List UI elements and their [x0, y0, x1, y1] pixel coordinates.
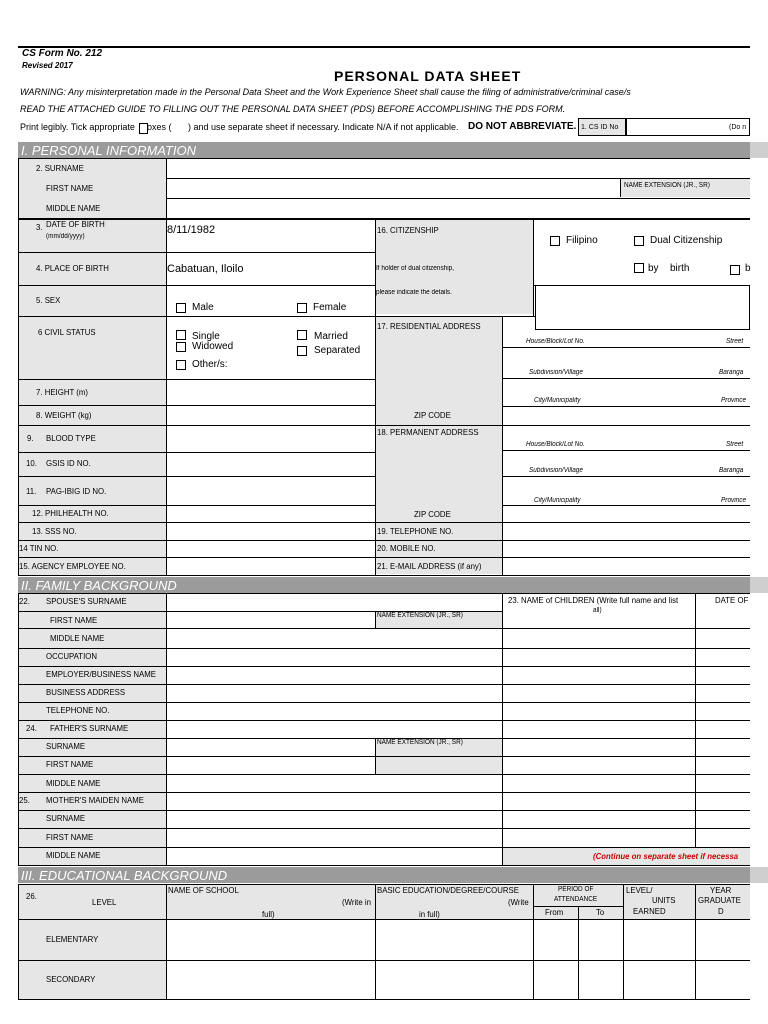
- dual-citizenship-label: Dual Citizenship: [650, 235, 723, 246]
- mother-surname-label: SURNAME: [46, 813, 86, 823]
- civil-other-label: Other/s:: [192, 359, 228, 370]
- civil-single-checkbox[interactable]: [176, 330, 186, 340]
- print-instruction-b: oxes (: [147, 122, 172, 132]
- agency-label: 15. AGENCY EMPLOYEE NO.: [19, 561, 126, 571]
- residential-address-label: 17. RESIDENTIAL ADDRESS: [377, 321, 481, 331]
- do-not-abbreviate: DO NOT ABBREVIATE.: [468, 121, 577, 132]
- children-label: 23. NAME of CHILDREN (Write full name and list: [508, 595, 679, 605]
- sex-male-label: Male: [192, 302, 214, 313]
- from-heading: From: [545, 907, 564, 917]
- height-label: 7. HEIGHT (m): [36, 387, 88, 397]
- school-write-in: (Write in: [342, 897, 371, 907]
- sex-female-label: Female: [313, 302, 347, 313]
- spouse-middle-name-label: MIDDLE NAME: [50, 633, 105, 643]
- res-street-label: Street: [726, 338, 744, 345]
- section-personal-information: [18, 142, 768, 158]
- res-province-label: Province: [721, 397, 747, 404]
- citizenship-label: 16. CITIZENSHIP: [377, 225, 439, 235]
- civil-widowed-label: Widowed: [192, 341, 234, 352]
- by-label: by: [648, 263, 659, 274]
- spouse-name-ext-label: NAME EXTENSION (JR., SR): [377, 612, 463, 619]
- gsis-num: 10.: [26, 458, 37, 468]
- mother-first-name-label: FIRST NAME: [46, 832, 94, 842]
- mobile-label: 20. MOBILE NO.: [377, 543, 436, 553]
- b-truncated-label: b: [745, 263, 751, 274]
- course-heading: BASIC EDUCATION/DEGREE/COURSE: [377, 885, 519, 895]
- school-heading: NAME OF SCHOOL: [168, 885, 239, 895]
- by-birth-checkbox[interactable]: [634, 263, 644, 273]
- print-instruction-a: Print legibly. Tick appropriate: [20, 122, 135, 132]
- sss-label: 13. SSS NO.: [32, 526, 77, 536]
- name-extension-label: NAME EXTENSION (JR., SR): [624, 182, 710, 189]
- course-in-full: in full): [419, 909, 440, 919]
- attendance-heading: ATTENDANCE: [554, 896, 598, 903]
- section-title-personal: I. PERSONAL INFORMATION: [21, 143, 197, 158]
- year-heading: YEAR: [710, 885, 732, 895]
- pob-label: 4. PLACE OF BIRTH: [36, 263, 109, 273]
- dual-note-2: please indicate the details.: [376, 289, 452, 296]
- dob-num: 3.: [36, 222, 43, 232]
- section-family-background: [18, 577, 768, 593]
- perm-house-label: House/Block/Lot No.: [526, 441, 585, 448]
- cs-id-label: 1. CS ID No: [581, 124, 619, 131]
- blood-num: 9.: [27, 433, 34, 443]
- perm-street-label: Street: [726, 441, 744, 448]
- spouse-first-name-label: FIRST NAME: [50, 615, 98, 625]
- employer-label: EMPLOYER/BUSINESS NAME: [46, 669, 156, 679]
- education-num: 26.: [26, 891, 37, 901]
- spouse-surname-label: SPOUSE'S SURNAME: [46, 596, 127, 606]
- occupation-label: OCCUPATION: [46, 651, 97, 661]
- school-full: full): [262, 909, 275, 919]
- dual-citizenship-checkbox[interactable]: [634, 236, 644, 246]
- perm-subdivision-label: Subdivision/Village: [529, 467, 583, 474]
- telephone-label: 19. TELEPHONE NO.: [377, 526, 454, 536]
- civil-widowed-checkbox[interactable]: [176, 342, 186, 352]
- by-naturalization-checkbox[interactable]: [730, 265, 740, 275]
- blood-type-label: BLOOD TYPE: [46, 433, 96, 443]
- permanent-address-label: 18. PERMANENT ADDRESS: [377, 427, 479, 437]
- pagibig-num: 11.: [26, 486, 37, 496]
- dual-note-1: If holder of dual citizenship,: [376, 265, 455, 272]
- children-label-b: all): [593, 607, 602, 614]
- gsis-label: GSIS ID NO.: [46, 458, 91, 468]
- tin-label: 14 TIN NO.: [19, 543, 59, 553]
- civil-row-2: [172, 341, 292, 352]
- continue-note: (Continue on separate sheet if necessa: [593, 851, 739, 861]
- civil-status-label: 6 CIVIL STATUS: [38, 327, 96, 337]
- civil-married-label: Married: [314, 331, 348, 342]
- weight-label: 8. WEIGHT (kg): [36, 410, 92, 420]
- revised-date: Revised 2017: [22, 61, 73, 70]
- father-first-name-label: FIRST NAME: [46, 759, 94, 769]
- spouse-telephone-label: TELEPHONE NO.: [46, 705, 110, 715]
- dob-format: (mm/dd/yyyy): [46, 233, 85, 240]
- first-name-label: FIRST NAME: [46, 183, 94, 193]
- level-units-heading: LEVEL/: [626, 885, 653, 895]
- elementary-label: ELEMENTARY: [46, 934, 99, 944]
- earned-heading: EARNED: [633, 906, 666, 916]
- mother-maiden-name-label: MOTHER'S MAIDEN NAME: [46, 795, 144, 805]
- res-subdivision-label: Subdivision/Village: [529, 369, 583, 376]
- form-number: CS Form No. 212: [22, 48, 103, 59]
- father-surname-heading: FATHER'S SURNAME: [50, 723, 129, 733]
- graduated-d: D: [718, 906, 724, 916]
- civil-married-checkbox[interactable]: [297, 330, 307, 340]
- sex-label: 5. SEX: [36, 295, 61, 305]
- mother-middle-name-label: MIDDLE NAME: [46, 850, 101, 860]
- mother-num: 25.: [19, 795, 30, 805]
- perm-barangay-label: Baranga: [719, 467, 744, 474]
- dob-label: DATE OF BIRTH: [46, 219, 105, 229]
- philhealth-label: 12. PHILHEALTH NO.: [32, 508, 109, 518]
- date-of-birth-heading: DATE OF: [715, 595, 749, 605]
- filipino-checkbox[interactable]: [550, 236, 560, 246]
- section-title-education: III. EDUCATIONAL BACKGROUND: [21, 868, 228, 883]
- civil-single-label: Single: [192, 331, 220, 342]
- sex-female-checkbox[interactable]: [297, 303, 307, 313]
- graduated-heading: GRADUATE: [698, 895, 741, 905]
- spouse-num: 22.: [19, 596, 30, 606]
- father-surname-label: SURNAME: [46, 741, 86, 751]
- res-city-label: City/Municipality: [534, 397, 581, 404]
- res-zip-label: ZIP CODE: [414, 410, 451, 420]
- email-label: 21. E-MAIL ADDRESS (if any): [377, 561, 482, 571]
- pagibig-label: PAG-IBIG ID NO.: [46, 486, 107, 496]
- res-house-label: House/Block/Lot No.: [526, 338, 585, 345]
- civil-separated-checkbox[interactable]: [297, 346, 307, 356]
- father-name-ext-label: NAME EXTENSION (JR., SR): [377, 739, 463, 746]
- section-title-family: II. FAMILY BACKGROUND: [21, 578, 177, 593]
- filipino-label: Filipino: [566, 235, 598, 246]
- civil-other-checkbox[interactable]: [176, 360, 186, 370]
- guide-text: READ THE ATTACHED GUIDE TO FILLING OUT THE PERSONAL DATA SHEET (PDS) BEFORE ACCOMPLISHING THE PDS FORM.: [20, 104, 566, 114]
- surname-label: 2. SURNAME: [36, 163, 84, 173]
- perm-city-label: City/Municipality: [534, 497, 581, 504]
- section-educational-background: [18, 867, 768, 883]
- period-heading: PERIOD OF: [558, 886, 594, 893]
- warning-text: WARNING: Any misinterpretation made in the Personal Data Sheet and the Work Experience Sheet shall cause the filing of administrative/criminal case/s: [20, 87, 631, 97]
- course-write: (Write: [508, 897, 529, 907]
- perm-province-label: Province: [721, 497, 747, 504]
- perm-zip-label: ZIP CODE: [414, 509, 451, 519]
- civil-separated-label: Separated: [314, 345, 361, 356]
- to-heading: To: [596, 907, 605, 917]
- father-num: 24.: [26, 723, 37, 733]
- secondary-label: SECONDARY: [46, 974, 96, 984]
- level-heading: LEVEL: [92, 897, 117, 907]
- dob-value[interactable]: 8/11/1982: [167, 224, 216, 236]
- res-barangay-label: Baranga: [719, 369, 744, 376]
- sex-male-checkbox[interactable]: [176, 303, 186, 313]
- page-title: PERSONAL DATA SHEET: [334, 68, 522, 84]
- middle-name-label: MIDDLE NAME: [46, 203, 101, 213]
- cs-id-note: (Do n: [729, 124, 747, 131]
- pob-value[interactable]: Cabatuan, Iloilo: [167, 263, 244, 275]
- dual-details-input[interactable]: [535, 285, 750, 330]
- birth-label: birth: [670, 263, 690, 274]
- print-instruction-c: ) and use separate sheet if necessary. Indicate N/A if not applicable.: [188, 122, 459, 132]
- top-border: [18, 46, 750, 48]
- father-middle-name-label: MIDDLE NAME: [46, 778, 101, 788]
- units-heading: UNITS: [652, 895, 676, 905]
- business-address-label: BUSINESS ADDRESS: [46, 687, 126, 697]
